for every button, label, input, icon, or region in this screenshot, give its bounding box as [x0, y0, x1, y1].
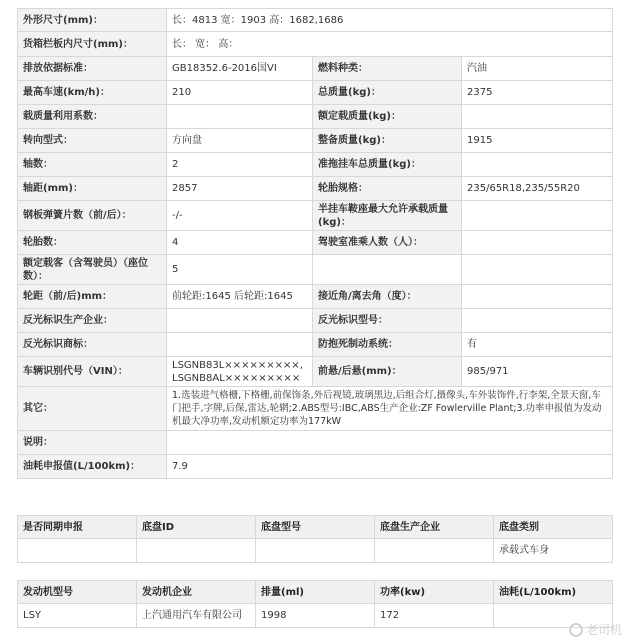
chassis-table: [17, 515, 613, 563]
other-value: 1.选装进气格栅,下格栅,前保饰条,外后视镜,玻璃黑边,后组合灯,摄像头,车外装饰件,行李架,全景天窗,车门把手,字牌,后保,雷达,轮辋;2.ABS型号:IBC,ABS生产企业:ZF Fowlerville Plant;3.功率申报值为发动机最大净功率,发动机额定功率为177kW: [167, 387, 613, 431]
engine-header-maker: 发动机企业: [137, 581, 256, 604]
spec-table: [17, 8, 613, 479]
axles-label: 轴数：: [18, 153, 167, 177]
spring-value: -/-: [167, 201, 313, 231]
row-maxspeed: [18, 81, 613, 105]
tyrecount-label: 轮胎数：: [18, 231, 167, 255]
overhang-label: 前悬/后悬(mm)：: [313, 357, 462, 387]
engine-header-model: 发动机型号: [18, 581, 137, 604]
row-seats: [18, 255, 613, 285]
engine-data-row: [18, 604, 613, 628]
row-wheelbase: [18, 177, 613, 201]
emission-value: GB18352.6-2016国VI: [167, 57, 313, 81]
seats-empty-value: [462, 255, 613, 285]
track-value: 前轮距:1645 后轮距:1645: [167, 285, 313, 309]
engine-cell-displacement: 1998: [256, 604, 375, 628]
vin-label: 车辆识别代号（VIN）：: [18, 357, 167, 387]
spring-label: 钢板弹簧片数（前/后）：: [18, 201, 167, 231]
ratedload-label: 额定载质量(kg)：: [313, 105, 462, 129]
chassis-header-model: 底盘型号: [256, 516, 375, 539]
tyrecount-value: 4: [167, 231, 313, 255]
angle-label: 接近角/离去角（度）：: [313, 285, 462, 309]
engine-cell-model: LSY: [18, 604, 137, 628]
seats-empty-label: [313, 255, 462, 285]
chassis-cell-model: [256, 539, 375, 563]
note-value: [167, 431, 613, 455]
cargo-label: 货箱栏板内尺寸(mm)：: [18, 32, 167, 57]
tyre-value: 235/65R18,235/55R20: [462, 177, 613, 201]
totalmass-value: 2375: [462, 81, 613, 105]
row-emission: [18, 57, 613, 81]
chassis-header-row: [18, 516, 613, 539]
engine-table: [17, 580, 613, 628]
row-steering: [18, 129, 613, 153]
engine-header-power: 功率(kw): [375, 581, 494, 604]
axles-value: 2: [167, 153, 313, 177]
ratedload-value: [462, 105, 613, 129]
chassis-data-row: [18, 539, 613, 563]
reflector-model-label: 反光标识型号：: [313, 309, 462, 333]
angle-value: [462, 285, 613, 309]
dimensions-label: 外形尺寸(mm)：: [18, 9, 167, 32]
engine-header-consumption: 油耗(L/100km): [494, 581, 613, 604]
seats-value: 5: [167, 255, 313, 285]
row-dimensions: [18, 9, 613, 32]
emission-label: 排放依据标准：: [18, 57, 167, 81]
seats-label: 额定载客（含驾驶员）（座位数）：: [18, 255, 167, 285]
reflector-brand-value: [167, 333, 313, 357]
row-vin: [18, 357, 613, 387]
chassis-header-id: 底盘ID: [137, 516, 256, 539]
totalmass-label: 总质量(kg)：: [313, 81, 462, 105]
row-cargo: [18, 32, 613, 57]
loadcoef-value: [167, 105, 313, 129]
engine-header-row: [18, 581, 613, 604]
wheelbase-value: 2857: [167, 177, 313, 201]
abs-value: 有: [462, 333, 613, 357]
chassis-cell-maker: [375, 539, 494, 563]
consumption-label: 油耗申报值(L/100km)：: [18, 455, 167, 479]
loadcoef-label: 载质量利用系数：: [18, 105, 167, 129]
row-tyrecount: [18, 231, 613, 255]
reflector-brand-label: 反光标识商标：: [18, 333, 167, 357]
note-label: 说明：: [18, 431, 167, 455]
row-other: [18, 387, 613, 431]
reflector-mfr-value: [167, 309, 313, 333]
fuel-value: 汽油: [462, 57, 613, 81]
cabcrew-label: 驾驶室准乘人数（人）：: [313, 231, 462, 255]
cabcrew-value: [462, 231, 613, 255]
steering-label: 转向型式：: [18, 129, 167, 153]
semitrailer-label: 半挂车鞍座最大允许承载质量(kg)：: [313, 201, 462, 231]
track-label: 轮距（前/后)mm：: [18, 285, 167, 309]
row-reflector-brand: [18, 333, 613, 357]
row-track: [18, 285, 613, 309]
row-reflector-mfr: [18, 309, 613, 333]
vin-value: LSGNB83L×××××××××,LSGNB8AL×××××××××: [167, 357, 313, 387]
maxspeed-label: 最高车速(km/h)：: [18, 81, 167, 105]
watermark-text: 老司机: [585, 623, 622, 637]
engine-cell-power: 172: [375, 604, 494, 628]
chassis-header-sync: 是否同期申报: [18, 516, 137, 539]
trailer-label: 准拖挂车总质量(kg)：: [313, 153, 462, 177]
row-axles: [18, 153, 613, 177]
row-note: [18, 431, 613, 455]
curbmass-label: 整备质量(kg)：: [313, 129, 462, 153]
row-spring: [18, 201, 613, 231]
chassis-header-type: 底盘类别: [494, 516, 613, 539]
row-consumption: [18, 455, 613, 479]
engine-header-displacement: 排量(ml): [256, 581, 375, 604]
cargo-value: 长： 宽： 高：: [167, 32, 613, 57]
semitrailer-value: [462, 201, 613, 231]
watermark: [569, 621, 622, 638]
consumption-value: 7.9: [167, 455, 613, 479]
wheelbase-label: 轴距(mm)：: [18, 177, 167, 201]
watermark-logo-icon: [569, 623, 583, 637]
dimensions-value: 长：4813 宽：1903 高：1682,1686: [167, 9, 613, 32]
other-label: 其它：: [18, 387, 167, 431]
abs-label: 防抱死制动系统：: [313, 333, 462, 357]
curbmass-value: 1915: [462, 129, 613, 153]
reflector-model-value: [462, 309, 613, 333]
trailer-value: [462, 153, 613, 177]
steering-value: 方向盘: [167, 129, 313, 153]
chassis-header-maker: 底盘生产企业: [375, 516, 494, 539]
fuel-label: 燃料种类：: [313, 57, 462, 81]
chassis-cell-sync: [18, 539, 137, 563]
row-loadcoef: [18, 105, 613, 129]
tyre-label: 轮胎规格：: [313, 177, 462, 201]
overhang-value: 985/971: [462, 357, 613, 387]
reflector-mfr-label: 反光标识生产企业：: [18, 309, 167, 333]
chassis-cell-id: [137, 539, 256, 563]
maxspeed-value: 210: [167, 81, 313, 105]
engine-cell-maker: 上汽通用汽车有限公司: [137, 604, 256, 628]
chassis-cell-type: 承载式车身: [494, 539, 613, 563]
